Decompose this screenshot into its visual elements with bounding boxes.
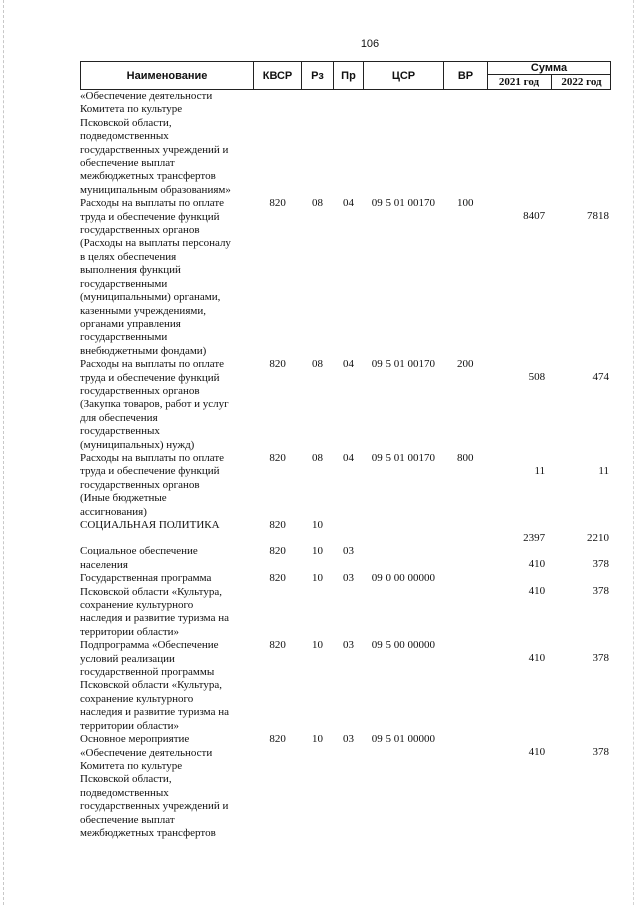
row-vr: 800 [457, 451, 474, 464]
header-csr: ЦСР [363, 62, 443, 89]
row-name-line: органами управления [80, 317, 181, 330]
row-name-line: в целях обеспечения [80, 250, 177, 263]
row-name-line: государственных органов [80, 224, 200, 237]
row-name-line: территории области» [80, 719, 180, 732]
row-name-line: сохранение культурного [80, 599, 194, 612]
row-kvsr: 820 [269, 545, 286, 558]
row-name-line: наследия и развитие туризма на [80, 706, 229, 719]
row-name-line: территории области» [80, 625, 180, 638]
row-name [80, 358, 254, 452]
row-name-line: муниципальным образованиям» [80, 183, 231, 196]
row-rz: 10 [312, 639, 324, 652]
row-vr [443, 572, 487, 639]
row-name-line: Подпрограмма «Обеспечение [80, 639, 219, 652]
header-pr: Пр [333, 62, 363, 89]
row-pr [334, 90, 364, 197]
row-name-line: для обеспечения [80, 411, 158, 424]
header-vr: ВР [443, 62, 487, 89]
row-rz: 10 [312, 572, 324, 585]
row-name-line: Расходы на выплаты по оплате [80, 197, 225, 210]
table-row [80, 545, 611, 572]
row-sum-2022: 378 [592, 558, 609, 571]
table-body [80, 90, 611, 840]
row-rz: 10 [312, 733, 324, 746]
table-row [80, 197, 611, 358]
row-sum-2022: 7818 [587, 210, 609, 223]
row-name-line: выполнения функций [80, 264, 181, 277]
row-name-line: государственными [80, 331, 168, 344]
row-vr [443, 90, 487, 197]
row-pr: 03 [342, 572, 354, 585]
row-name-line: условий реализации [80, 652, 175, 665]
table-row [80, 733, 611, 840]
row-rz: 10 [312, 545, 324, 558]
row-sum-2021: 410 [528, 746, 546, 759]
row-sum-2021: 8407 [523, 210, 546, 223]
row-name-line: (муниципальных) нужд) [80, 438, 195, 451]
row-name-line: межбюджетных трансфертов [80, 170, 216, 183]
row-name-line: Псковской области «Культура, [80, 585, 222, 598]
row-csr: 09 0 00 00000 [371, 572, 435, 585]
row-kvsr: 820 [269, 733, 286, 746]
header-name: Наименование [126, 69, 208, 82]
row-name-line: обеспечение выплат [80, 157, 175, 170]
row-name-line: Псковской области, [80, 773, 172, 786]
row-name-line: (Расходы на выплаты персоналу [80, 237, 231, 250]
row-name-line: сохранение культурного [80, 692, 194, 705]
row-name-line: Расходы на выплаты по оплате [80, 358, 225, 371]
row-kvsr: 820 [269, 519, 286, 531]
row-vr [443, 639, 487, 733]
row-name-line: Псковской области, [80, 116, 172, 129]
row-name-line: наследия и развитие туризма на [80, 612, 229, 625]
row-name-line: (муниципальными) органами, [80, 291, 221, 304]
row-name-line: государственных органов [80, 478, 200, 491]
row-rz: 08 [312, 197, 324, 210]
table-header [80, 61, 611, 90]
header-sum: Сумма [487, 62, 611, 75]
row-sum-2021: 410 [528, 652, 546, 665]
row-kvsr: 820 [269, 451, 286, 464]
row-pr: 04 [342, 358, 354, 371]
row-csr: 09 5 01 00170 [371, 451, 435, 464]
row-name-line: государственных органов [80, 384, 200, 397]
header-year-2021: 2021 год [498, 76, 540, 88]
row-name-line: Государственная программа [80, 572, 212, 585]
table-row [80, 519, 611, 545]
row-name-line: СОЦИАЛЬНАЯ ПОЛИТИКА [80, 519, 220, 531]
row-csr [363, 545, 443, 572]
row-name-line: государственных учреждений и [80, 800, 229, 813]
row-name-line: государственными [80, 277, 168, 290]
row-name-line: «Обеспечение деятельности [80, 746, 213, 759]
row-name-line: (Закупка товаров, работ и услуг [80, 398, 229, 411]
row-name [80, 519, 254, 545]
page-number: 106 [360, 38, 380, 50]
row-name [80, 733, 254, 840]
row-pr: 03 [342, 639, 354, 652]
row-sum-2021: 11 [534, 464, 546, 477]
row-kvsr: 820 [269, 572, 286, 585]
row-name [80, 197, 254, 358]
row-name-line: труда и обеспечение функций [80, 465, 220, 478]
row-name [80, 572, 254, 639]
row-sum-2022: 378 [592, 746, 609, 759]
header-rz: Рз [301, 62, 333, 89]
table-row [80, 452, 611, 519]
row-csr: 09 5 01 00170 [371, 197, 435, 210]
row-name [80, 545, 254, 572]
row-name [80, 639, 254, 733]
scan-edge-left [3, 0, 4, 905]
row-name [80, 90, 254, 197]
row-name-line: «Обеспечение деятельности [80, 90, 213, 102]
row-sum-2022: 378 [592, 585, 609, 598]
row-kvsr [254, 90, 302, 197]
row-rz [302, 90, 334, 197]
row-sum-2021: 508 [528, 371, 546, 384]
row-rz: 10 [312, 519, 324, 531]
scan-edge-right [633, 0, 634, 905]
row-name-line: подведомственных [80, 786, 169, 799]
row-name-line: обеспечение выплат [80, 813, 175, 826]
row-name-line: внебюджетными фондами) [80, 344, 207, 357]
row-pr [334, 519, 364, 545]
row-name [80, 452, 254, 519]
row-name-line: (Иные бюджетные [80, 492, 167, 505]
row-kvsr: 820 [269, 358, 286, 371]
row-name-line: казенными учреждениями, [80, 304, 206, 317]
row-name-line: Социальное обеспечение [80, 545, 198, 558]
table-row [80, 639, 611, 733]
row-kvsr: 820 [269, 639, 286, 652]
row-sum-2022 [551, 90, 611, 197]
row-name-line: населения [80, 558, 128, 571]
table-row [80, 572, 611, 639]
row-csr: 09 5 00 00000 [371, 639, 435, 652]
row-vr [443, 519, 487, 545]
row-name-line: Основное мероприятие [80, 733, 190, 746]
row-pr: 03 [342, 733, 354, 746]
row-name-line: государственной программы [80, 666, 215, 679]
row-vr: 200 [457, 358, 474, 371]
row-sum-2022: 474 [592, 371, 609, 384]
row-rz: 08 [312, 358, 324, 371]
row-name-line: государственных [80, 425, 160, 438]
row-pr: 03 [342, 545, 354, 558]
row-csr: 09 5 01 00170 [371, 358, 435, 371]
row-sum-2022: 2210 [587, 532, 609, 544]
row-kvsr: 820 [269, 197, 286, 210]
row-sum-2021: 2397 [523, 532, 546, 544]
row-sum-2021 [487, 90, 551, 197]
row-pr: 04 [342, 451, 354, 464]
row-rz: 08 [312, 451, 324, 464]
table-row [80, 90, 611, 197]
row-name-line: труда и обеспечение функций [80, 210, 220, 223]
row-csr [363, 90, 443, 197]
row-csr: 09 5 01 00000 [371, 733, 435, 746]
row-name-line: государственных учреждений и [80, 143, 229, 156]
header-year-2022: 2022 год [551, 75, 611, 89]
row-sum-2021: 410 [528, 558, 546, 571]
header-kvsr: КВСР [253, 62, 301, 89]
row-name-line: межбюджетных трансфертов [80, 826, 216, 839]
row-name-line: подведомственных [80, 130, 169, 143]
row-vr: 100 [457, 197, 474, 210]
row-vr [443, 545, 487, 572]
row-name-line: труда и обеспечение функций [80, 371, 220, 384]
row-csr [363, 519, 443, 545]
row-sum-2022: 378 [592, 652, 609, 665]
row-name-line: Расходы на выплаты по оплате [80, 451, 225, 464]
row-sum-2022: 11 [598, 464, 609, 477]
row-name-line: Псковской области «Культура, [80, 679, 222, 692]
row-name-line: ассигнования) [80, 505, 147, 518]
row-name-line: Комитета по культуре [80, 103, 183, 116]
row-sum-2021: 410 [528, 585, 546, 598]
row-pr: 04 [342, 197, 354, 210]
row-vr [443, 733, 487, 840]
table-row [80, 358, 611, 452]
row-name-line: Комитета по культуре [80, 759, 183, 772]
